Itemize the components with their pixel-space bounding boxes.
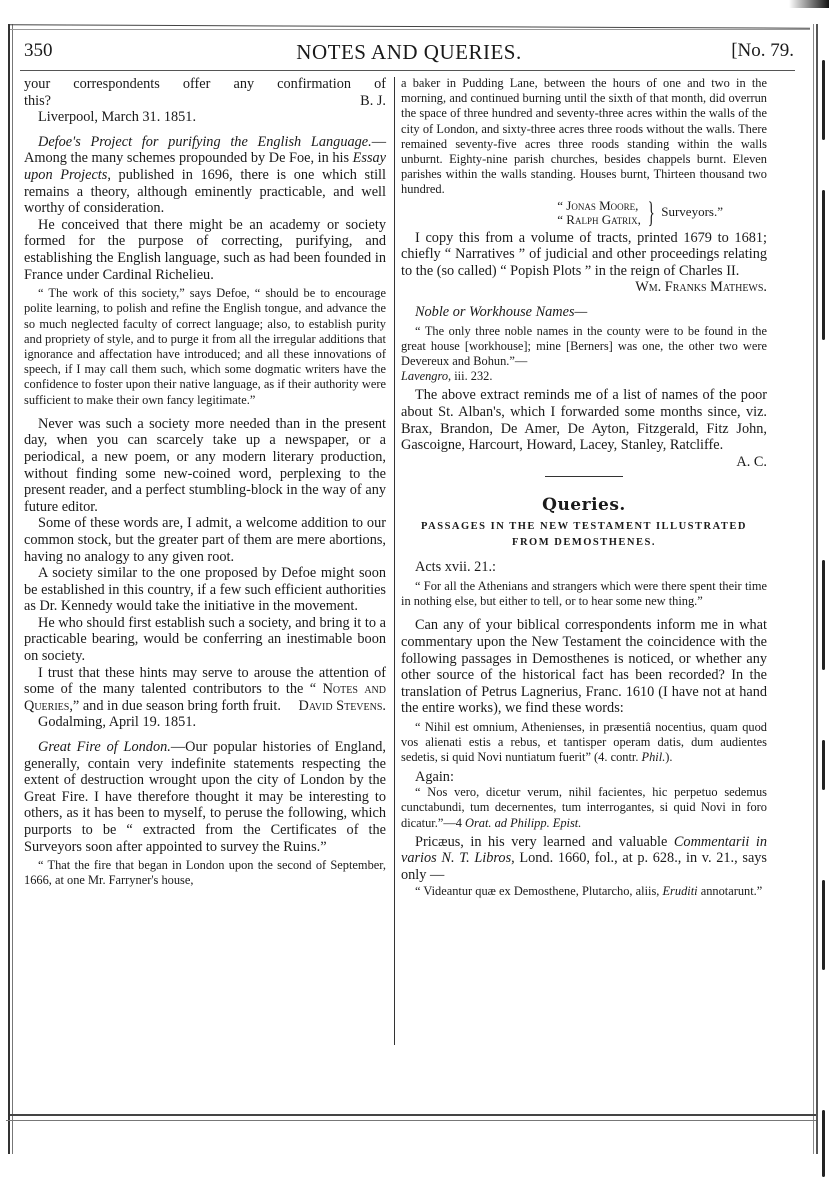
scan-edge-mark (822, 1110, 825, 1177)
block-quote: “ The work of this society,” says Defoe, “ should be to encourage polite learning, to polish and refine the English tongue, and advance the so much neglected faculty of correct language; also, to establish purity and propriety of style, and to purge it from all the irregular additions that ignorance and affectation have introduced; and all these innovations of speech, if I may call them such, which some dogmatic writers have the confidence to foster upon their native language, as if their authority were sufficient to make their own fancy legitimate.” (24, 286, 386, 407)
place-date: Godalming, April 19. 1851. (38, 714, 197, 731)
author-signature: A. C. (736, 453, 767, 470)
article-title (401, 304, 767, 321)
paragraph: A society similar to the one proposed by Defoe might soon be established in this country, if a few such efficient authorities as Dr. Kennedy would take the initiative in the movement. (24, 565, 386, 615)
scan-edge-mark (822, 560, 825, 670)
paragraph (401, 834, 767, 884)
surveyor-name: “ Ralph Gatrix, (557, 211, 641, 227)
section-heading: Queries. (542, 494, 626, 515)
block-quote (401, 720, 767, 766)
query-heading (401, 519, 767, 551)
paragraph: Again: (415, 768, 454, 785)
text: “ The only three noble names in the county were to be found in the great house [workhouse]; mine [Berners] was one, the other two were Devereux and Bohun.”— (401, 323, 767, 368)
block-quote (401, 884, 767, 899)
page-number: 350 (24, 40, 53, 61)
paragraph: I copy this from a volume of tracts, printed 1679 to 1681; chiefly “ Narratives ” of judicial and other proceedings relating to the (so called) “ Popish Plots ” in the reign of Charles II. (401, 229, 767, 279)
paragraph: He who should first establish such a society, and bring it to a practicable bearing, would be conferring an inestimable boon on society. (24, 614, 386, 665)
paragraph: Some of these words are, I admit, a welcome addition to our common stock, but the greater part of them are mere abortions, having no analogy to any given root. (24, 515, 386, 565)
section-divider (545, 476, 623, 477)
text: Pricæus, in his very learned and valuable (415, 833, 674, 850)
header-rule (20, 70, 795, 71)
text: The above extract reminds me of a list of names of the poor about St. Alban's, which I forwarded some months since, viz. Brax, Brandon, De Amer, De Ayton, Fitzgerald, Fitz John, Gascoigne, Harcourt, Howard, Lacey, Stanley, Ratcliffe. (401, 387, 767, 454)
article-great-fire (24, 739, 386, 855)
text: annotarunt.” (697, 883, 763, 898)
text: “ Nihil est omnium, Athenienses, in præsentiâ nocentius, quam quod vos alienati estis a rebus, et tantisper operam datis, dum audientes sedetis, si quid Novi nuntiatum fuerit” (4. contr. (401, 719, 767, 765)
block-quote: a baker in Pudding Lane, between the hours of one and two in the morning, and continued burning until the sixth of that month, did overrun the space of three hundred and seventy-three acres within the walls of the city of London, and sixty-three acres three roods without the walls. There remained seventy-five acres three roods standing within the walls unburnt. Eighty-nine parish churches, besides chappels burnt. Eleven parishes within the walls standing. Houses burnt, Thirteen thousand two hundred. (401, 76, 767, 197)
journal-name: Notes and Queries (24, 681, 386, 714)
scan-edge-mark (822, 60, 825, 140)
issue-number: [No. 79. (731, 40, 794, 61)
scan-edge-mark (822, 740, 825, 790)
italic-word: Eruditi (662, 883, 698, 898)
text: “ Nos vero, dicetur verum, nihil facientes, hic perpetuo sedemus cunctabundi, tum decernentes, tum interrogantes, si quid Novi in foro dicatur.”—4 (401, 785, 767, 830)
block-quote: “ That the fire that began in London upon the second of September, 1666, at one Mr. Farryner's house, (24, 858, 386, 888)
paragraph (401, 387, 767, 470)
author-signature: B. J. (360, 92, 386, 109)
right-column (401, 76, 767, 899)
article-defoe (24, 134, 386, 217)
signature-line (24, 93, 386, 110)
top-rule (10, 29, 810, 30)
paragraph: Never was such a society more needed than in the present day, when you can scarcely take up a newspaper, or a periodical, a new poem, or any modern literary production, without finding some new-coined word, perplexing to the present reader, and a perfect stumbling-block in the way of any future editor. (24, 415, 386, 515)
author-signature: David Stevens. (298, 697, 386, 714)
book-title: Essay upon Projects (24, 150, 386, 183)
text: , Lond. 1660, fol., at p. 628., in v. 21., says only — (401, 850, 768, 883)
paragraph-end: this? (24, 92, 52, 109)
text: —Our popular histories of England, generally, contain very indefinite statements respecting the extent of destruction wrought upon the city of London by the Great Fire. I have therefore thought it may be interesting to others, as it has been to myself, to peruse the following, which purports to be “ extracted from the Certificates of the Surveyors soon after appointed to survey the Ruins.” (24, 739, 387, 855)
place-date: Liverpool, March 31. 1851. (38, 109, 197, 126)
text: —Among the many schemes propounded by De Foe, in his (24, 133, 386, 167)
bottom-rule (6, 1120, 816, 1121)
page-header (24, 40, 794, 68)
block-quote (401, 785, 767, 831)
query-heading-line: PASSAGES IN THE NEW TESTAMENT ILLUSTRATED (421, 521, 747, 533)
scan-edge-mark (789, 0, 829, 8)
paragraph: Can any of your biblical correspondents inform me in what commentary upon the New Testament the coincidence with the following passages in Demosthenes is noticed, or whether any other source of the historical fact has been recorded? In the translation of Petrus Lagnerius, Franc. 1610 (I have not at hand the entire works), we find these words: (401, 617, 767, 717)
scan-edge-mark (822, 190, 825, 340)
block-quote: “ For all the Athenians and strangers which were there spent their time in nothing else, but either to tell, or to hear some new thing.” (401, 578, 767, 609)
text: ). (665, 750, 673, 765)
article-title: Great Fire of London. (38, 739, 171, 756)
surveyors-label: Surveyors.” (661, 204, 723, 220)
paragraph: your correspondents offer any confirmation of (24, 76, 386, 92)
text: ,” and in due season bring forth fruit. (69, 697, 281, 714)
book-title: Commentarii in varios N. T. Libros (401, 833, 767, 867)
query-heading-line: FROM DEMOSTHENES. (512, 537, 656, 549)
text: I trust that these hints may serve to arouse the attention of some of the many talented contributors to the “ (24, 664, 386, 698)
text: , iii. 232. (448, 369, 493, 384)
book-title: Lavengro (401, 369, 449, 384)
scripture-reference: Acts xvii. 21.: (415, 559, 497, 576)
brace-glyph: } (647, 195, 655, 229)
scan-edge-mark (822, 880, 825, 970)
surveyor-names (557, 199, 641, 227)
paragraph: He conceived that there might be an academy or society formed for the purpose of correcting, purifying, and establishing the English language, such as had been founded in France under Cardinal Richelieu. (24, 216, 386, 283)
surveyor-name: “ Jonas Moore, (557, 197, 639, 213)
citation: Phil. (641, 750, 666, 765)
citation: Orat. ad Philipp. Epist. (465, 815, 582, 830)
author-signature: Wm. Franks Mathews. (635, 279, 767, 296)
article-title-text: Noble or Workhouse Names— (415, 304, 588, 320)
column-divider (394, 77, 395, 1045)
text: “ Videantur quæ ex Demosthene, Plutarcho, aliis, (415, 883, 663, 898)
paragraph (24, 665, 386, 715)
block-quote (401, 324, 767, 385)
left-column (24, 76, 386, 889)
surveyors-signature (401, 195, 767, 229)
bottom-rule (10, 1114, 816, 1116)
text: , published in 1696, there is one which still remains a theory, although eminently practicable, and well worthy of consideration. (24, 166, 386, 217)
article-title: Defoe's Project for purifying the English Language. (38, 133, 372, 150)
journal-title: NOTES AND QUERIES. (296, 40, 522, 64)
